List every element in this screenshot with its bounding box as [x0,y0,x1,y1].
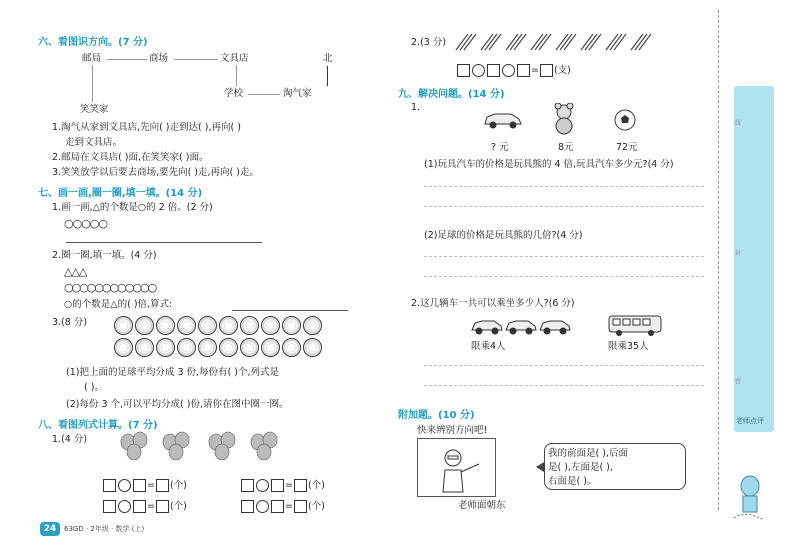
map-school: 学校 [224,88,244,99]
map-post-office: 邮局 [82,53,102,64]
map-mall: 商场 [149,53,169,64]
football-icon [156,338,175,357]
s7-q3-part1: (1)把上面的足球平均分成 3 份,每份有( )个,列式是 [66,367,280,378]
football-icon [198,338,217,357]
football-icon [135,316,154,335]
balloon-icon [163,432,189,460]
teacher-caption: 老师面朝东 [458,500,506,511]
s8-equation-2: = (个) [240,479,325,492]
bubble-line-2: 是( ),左面是( ), [548,462,613,473]
football-icon [261,338,280,357]
s8-q2-label: 2.(3 分) [411,37,447,48]
binding-mark-seal: 封 [735,250,742,257]
balloon-icon [209,432,235,460]
s9-q1-part2: (2)足球的价格是玩具熊的几倍?(4 分) [424,230,583,241]
footer-code: 63GD · 2年级 · 数学 (上) [64,525,145,533]
s6-q2: 2.邮局在文具店( )面,在笑笑家( )面。 [52,152,209,163]
s7-q1: 1.画一画,△的个数是○的 2 倍。(2 分) [52,202,213,213]
football-icon [156,316,175,335]
section-8-title: 八、看图列式计算。(7 分) [38,420,158,431]
toy-bear-icon [551,103,577,135]
s9-q1-part1: (1)玩具汽车的价格是玩具熊的 4 倍,玩具汽车多少元?(4 分) [424,159,674,170]
binding-dashed-line [718,10,719,510]
football-icon [282,316,301,335]
football-icon [303,316,322,335]
bubble-line-1: 我的前面是( ),后面 [548,448,628,459]
map-xiaoxiao-home: 笑笑家 [80,104,109,115]
s7-q2-triangles: △△△ [64,265,87,278]
pencil-icon [606,34,626,50]
s8-equation-4: = (个) [240,500,325,513]
football-icon [177,338,196,357]
football-icon [219,316,238,335]
s7-q3: 3.(8 分) [52,317,88,328]
price-bear: 8元 [558,142,574,153]
teacher-icon [435,448,495,498]
mascot-icon [732,474,768,526]
section-6-title: 六、看图识方向。(7 分) [38,37,148,48]
pencil-icon [556,34,576,50]
extra-prompt: 快来辨别方向吧! [417,425,488,436]
football-icon [240,316,259,335]
s8-q2-equation: = (支) [456,64,571,77]
s7-q3-part2: (2)每份 3 个,可以平均分成( )份,请你在图中圈一圈。 [66,399,289,410]
page-number: 24 [40,522,60,536]
price-football: 72元 [616,142,638,153]
bubble-line-3: 右面是( )。 [548,476,597,487]
pencil-icon [531,34,551,50]
football-icon [114,338,133,357]
s7-q2-circles: ○○○○○○○○○○○○ [64,281,156,294]
football-icon [177,316,196,335]
pencil-groups [454,30,656,54]
s8-equation-3: = (个) [102,500,187,513]
pencil-icon [456,34,476,50]
s8-equation-1: = (个) [102,479,187,492]
s9-q1-label: 1. [411,102,421,113]
teacher-comment-label: 老师点评 [736,417,764,425]
pencil-icon [481,34,501,50]
football-row-2 [114,338,324,357]
football-icon [240,338,259,357]
pencil-icon [631,34,651,50]
section-9-title: 九、解决问题。(14 分) [398,89,505,100]
s7-q3-part1-formula: ( )。 [84,382,104,393]
pencil-icon [506,34,526,50]
balloon-icon [121,432,147,460]
map-stationery-shop: 文具店 [220,53,249,64]
s6-q3: 3.笑笑放学以后要去商场,要先向( )走,再向( )走。 [52,167,259,178]
toy-car-icon [483,108,523,130]
football-icon [198,316,217,335]
s7-q1-circles: ○○○○○ [64,217,107,230]
pencil-icon [581,34,601,50]
bus-capacity: 限乘35人 [608,341,649,352]
football-icon [261,316,280,335]
football-icon [114,316,133,335]
football-icon [135,338,154,357]
bus-icon [607,314,663,338]
north-arrow-icon [327,66,328,86]
s7-q2-fill: ○的个数是△的( )倍,算式: [64,299,173,310]
s7-q1-answer-line[interactable] [66,242,262,243]
football-row-1 [114,316,324,335]
s6-q1: 1.淘气从家到文具店,先向( )走到达( ),再向( ) [52,122,241,133]
s9-q2: 2.这几辆车一共可以乘坐多少人?(6 分) [411,298,575,309]
extra-title: 附加题。(10 分) [398,410,475,421]
balloon-groups [116,430,326,474]
football-price-icon [613,108,637,132]
north-label: 北 [323,53,333,64]
section-7-title: 七、画一画,圈一圈,填一填。(14 分) [38,188,203,199]
cars-icon [470,316,576,336]
price-car: ? 元 [491,142,509,153]
s7-q2: 2.圈一圈,填一填。(4 分) [52,250,157,261]
map-taoqi-home: 淘气家 [283,88,312,99]
s8-q1: 1.(4 分) [52,434,88,445]
s6-q1-cont: 走到文具店。 [65,137,123,148]
binding-mark-tight: 密 [735,378,742,385]
football-icon [303,338,322,357]
car-capacity: 限乘4人 [471,341,506,352]
binding-mark-line: 线 [735,120,742,127]
football-icon [219,338,238,357]
balloon-icon [251,432,277,460]
football-icon [282,338,301,357]
s7-q2-formula-line[interactable] [232,310,348,311]
